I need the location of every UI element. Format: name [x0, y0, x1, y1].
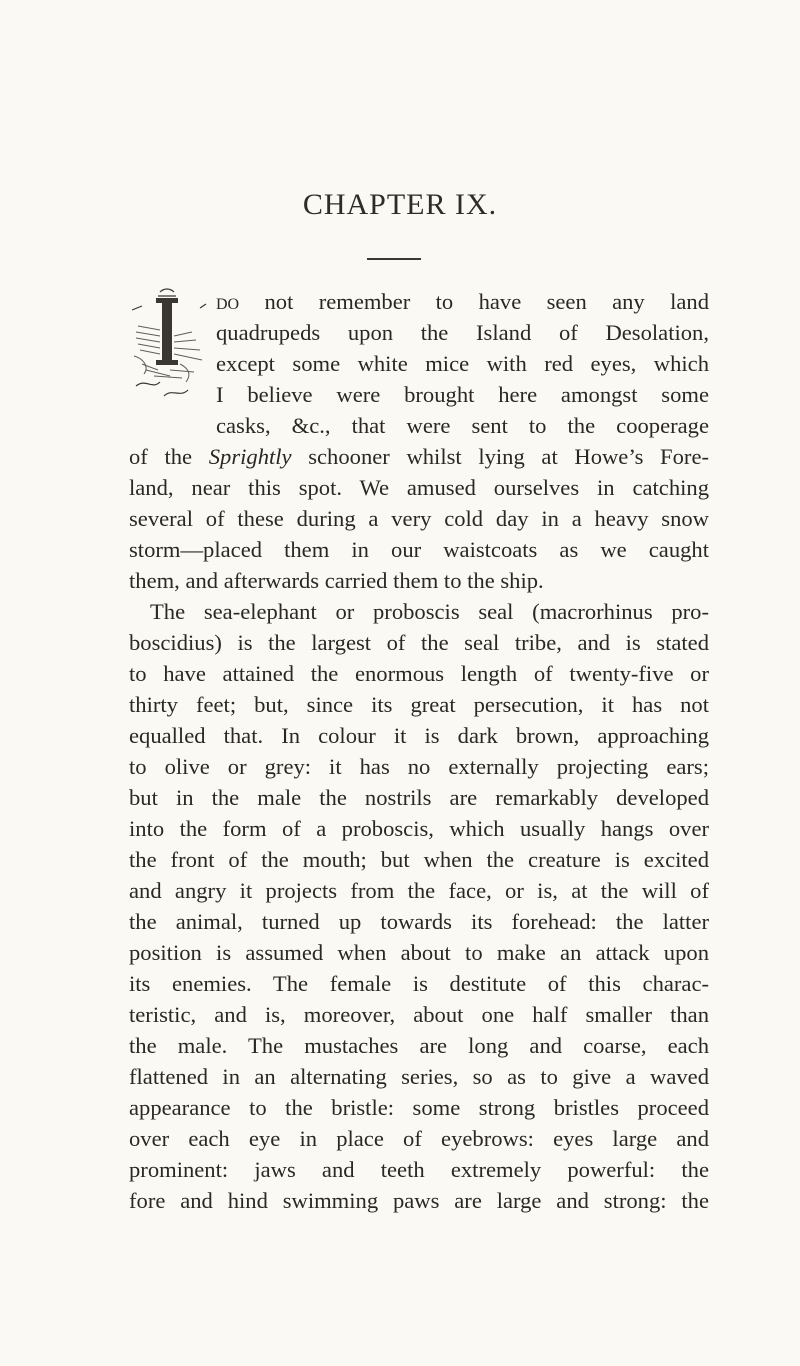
text-line-13: to have attained the enormous length of twenty-five or: [129, 661, 709, 686]
chapter-title: CHAPTER IX.: [302, 188, 498, 221]
text-line-9: storm—placed them in our waistcoats as we caught: [129, 537, 709, 562]
text-line-29: prominent: jaws and teeth extremely powerful: the: [129, 1157, 709, 1182]
text-line-17: but in the male the nostrils are remarkably developed: [129, 785, 709, 810]
text-line-30: fore and hind swimming paws are large and strong: the: [129, 1188, 709, 1213]
text-line-12: boscidius) is the largest of the seal tribe, and is stated: [129, 630, 709, 655]
text-line-18: into the form of a proboscis, which usually hangs over: [129, 816, 709, 841]
opening-word: do: [216, 289, 240, 314]
text-line-26: flattened in an alternating series, so as to give a waved: [129, 1064, 709, 1089]
text-line-1: do not remember to have seen any land: [216, 289, 709, 314]
title-rule: [367, 258, 421, 260]
text-line-27: appearance to the bristle: some strong bristles proceed: [129, 1095, 709, 1120]
text-line-5: casks, &c., that were sent to the cooperage: [216, 413, 709, 438]
text-line-19: the front of the mouth; but when the creature is excited: [129, 847, 709, 872]
text-line-2: quadrupeds upon the Island of Desolation,: [216, 320, 709, 345]
text-line-3: except some white mice with red eyes, which: [216, 351, 709, 376]
decorative-initial-illustration: [130, 286, 208, 408]
text-line-20: and angry it projects from the face, or is, at the will of: [129, 878, 709, 903]
text-line-6: of the Sprightly schooner whilst lying at Howe’s Fore-: [129, 444, 709, 469]
text-line-23: its enemies. The female is destitute of this charac-: [129, 971, 709, 996]
text-line-22: position is assumed when about to make an attack upon: [129, 940, 709, 965]
text-line-8: several of these during a very cold day in a heavy snow: [129, 506, 709, 531]
text-line-28: over each eye in place of eyebrows: eyes large and: [129, 1126, 709, 1151]
text-line-24: teristic, and is, moreover, about one half smaller than: [129, 1002, 709, 1027]
text-line-11: The sea-elephant or proboscis seal (macrorhinus pro-: [150, 599, 709, 624]
text-line-10: them, and afterwards carried them to the ship.: [129, 568, 544, 593]
text-line-4: I believe were brought here amongst some: [216, 382, 709, 407]
text-line-21: the animal, turned up towards its forehead: the latter: [129, 909, 709, 934]
text-line-16: to olive or grey: it has no externally projecting ears;: [129, 754, 709, 779]
text-line-15: equalled that. In colour it is dark brown, approaching: [129, 723, 709, 748]
text-line-25: the male. The mustaches are long and coarse, each: [129, 1033, 709, 1058]
ship-name: Sprightly: [208, 444, 292, 469]
text-line-14: thirty feet; but, since its great persecution, it has not: [129, 692, 709, 717]
text-line-7: land, near this spot. We amused ourselves in catching: [129, 475, 709, 500]
